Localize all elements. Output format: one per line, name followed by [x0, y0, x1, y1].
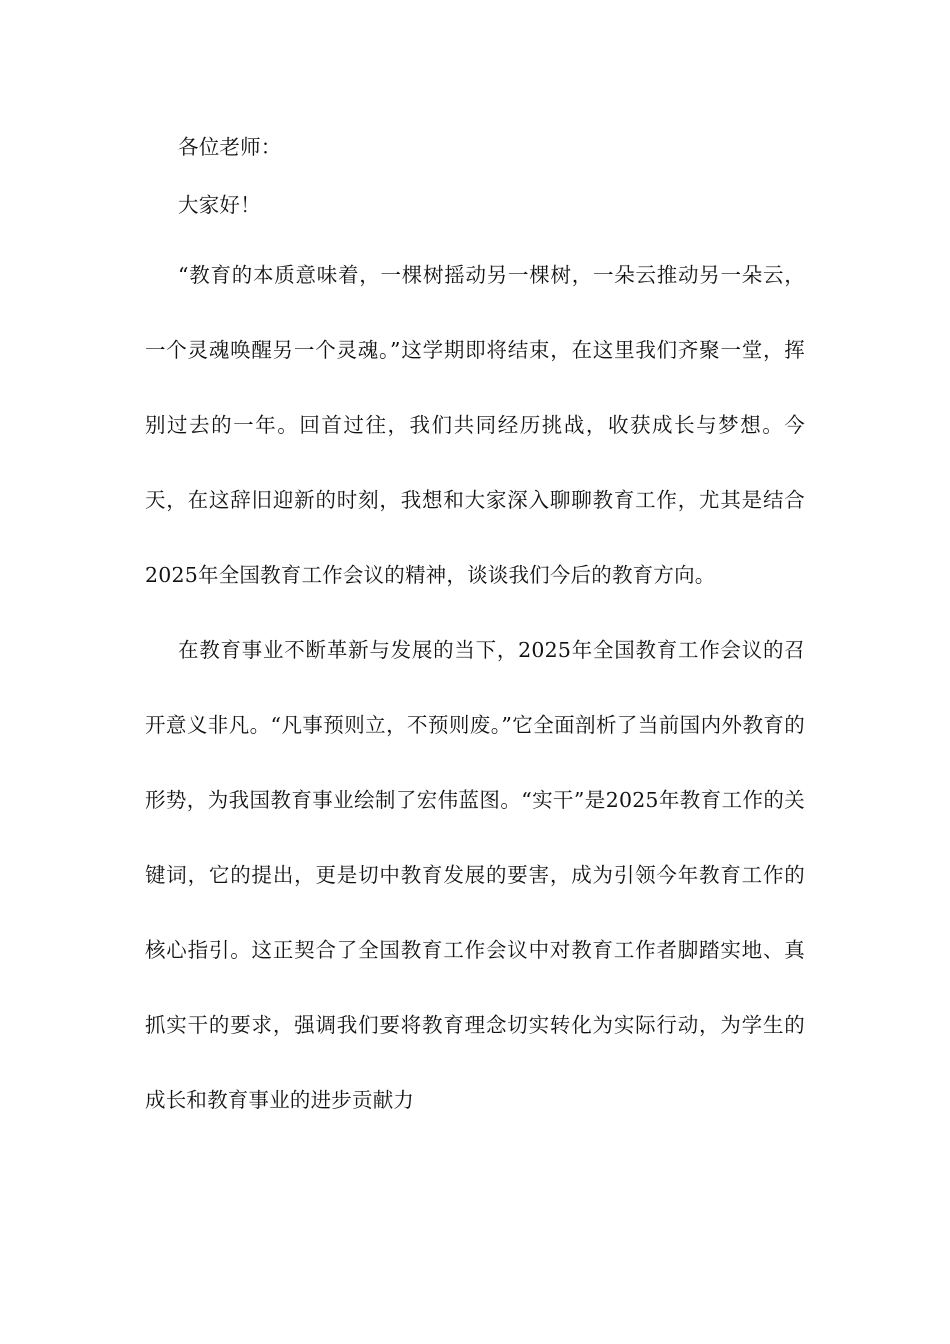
document-body [145, 118, 805, 1138]
paragraph-2: 在教育事业不断革新与发展的当下，2025年全国教育工作会议的召开意义非凡。“凡事预则立，不预则废。”它全面剖析了当前国内外教育的形势，为我国教育事业绘制了宏伟蓝图。“实干”是2025年教育工作的关键词，它的提出，更是切中教育发展的要害，成为引领今年教育工作的核心指引。这正契合了全国教育工作会议中对教育工作者脚踏实地、真抓实干的要求，强调我们要将教育理念切实转化为实际行动，为学生的成长和教育事业的进步贡献力 [145, 638, 805, 1112]
greeting: 大家好！ [178, 193, 261, 217]
salutation: 各位老师： [178, 135, 282, 159]
paragraph-1: “教育的本质意味着，一棵树摇动另一棵树，一朵云推动另一朵云，一个灵魂唤醒另一个灵魂。”这学期即将结束，在这里我们齐聚一堂，挥别过去的一年。回首过往，我们共同经历挑战，收获成长与梦想。今天，在这辞旧迎新的时刻，我想和大家深入聊聊教育工作，尤其是结合2025年全国教育工作会议的精神，谈谈我们今后的教育方向。 [145, 263, 805, 587]
